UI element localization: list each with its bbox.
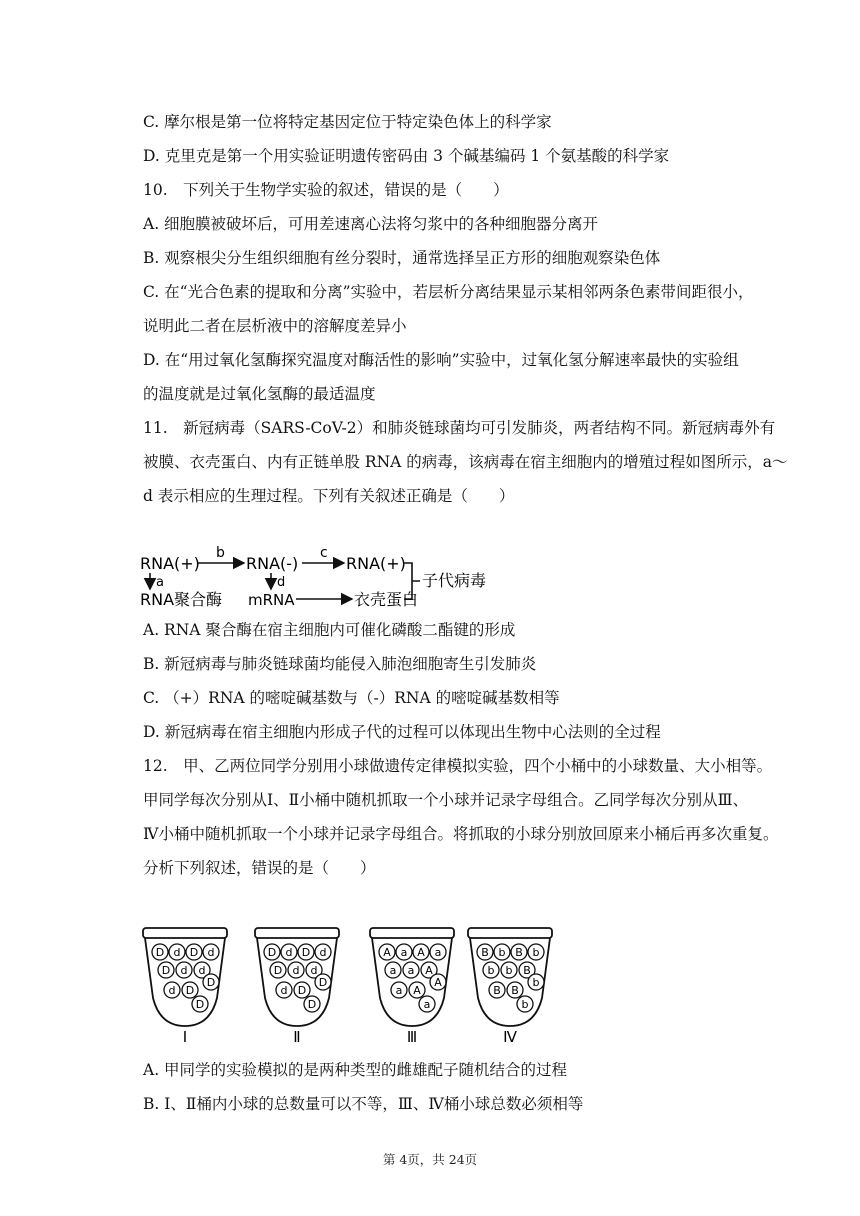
ball-letter: d: [292, 964, 300, 977]
ball-letter: D: [206, 976, 216, 989]
mrna-label: mRNA: [248, 591, 295, 609]
bucket-label: Ⅳ: [503, 1028, 517, 1044]
ball-letter: A: [425, 964, 433, 977]
ball-letter: B: [493, 984, 501, 997]
process-d-label: d: [277, 575, 286, 590]
question-11-stem-3: d 表示相应的生理过程。下列有关叙述正确是（ ）: [143, 487, 515, 505]
ball-letter: d: [198, 964, 206, 977]
ball-letter: a: [407, 964, 415, 977]
bucket-rim: [468, 928, 552, 938]
ball-letter: D: [301, 946, 311, 959]
ball-letter: a: [389, 964, 397, 977]
process-a-label: a: [156, 575, 164, 590]
question-12-stem: 12. 甲、乙两位同学分别用小球做遗传定律模拟实验，四个小桶中的小球数量、大小相等。: [143, 757, 773, 775]
option-c-q11: C. （+）RNA 的嘧啶碱基数与（-）RNA 的嘧啶碱基数相等: [143, 689, 560, 707]
ball-letter: D: [307, 998, 317, 1011]
question-11-stem: 11. 新冠病毒（SARS-CoV-2）和肺炎链球菌均可引发肺炎，两者结构不同。新冠病毒外有: [143, 419, 776, 437]
bucket-rim: [143, 928, 227, 938]
ball-letter: d: [280, 984, 288, 997]
rna-plus2-label: RNA(+): [346, 554, 406, 573]
bucket-label: Ⅲ: [406, 1028, 418, 1044]
option-d-q11: D. 新冠病毒在宿主细胞内形成子代的过程可以体现出生物中心法则的全过程: [143, 723, 661, 741]
ball-letter: B: [523, 964, 531, 977]
ball-letter: b: [532, 946, 540, 959]
ball-letter: b: [532, 976, 540, 989]
virus-replication-diagram: [140, 543, 490, 611]
option-b-q12: B. Ⅰ、Ⅱ桶内小球的总数量可以不等，Ⅲ、Ⅳ桶小球总数必须相等: [143, 1095, 584, 1113]
ball-letter: D: [195, 998, 205, 1011]
rna-minus-label: RNA(-): [246, 554, 299, 573]
ball-letter: D: [185, 984, 195, 997]
ball-letter: D: [273, 964, 283, 977]
option-c-q10: C. 在“光合色素的提取和分离”实验中，若层析分离结果显示某相邻两条色素带间距很小，: [143, 283, 754, 301]
ball-letter: A: [383, 946, 391, 959]
option-d-q10: D. 在“用过氧化氢酶探究温度对酶活性的影响”实验中，过氧化氢分解速率最快的实验组: [143, 351, 739, 369]
ball-letter: b: [498, 946, 506, 959]
ball-letter: b: [487, 964, 495, 977]
option-c-q9: C. 摩尔根是第一位将特定基因定位于特定染色体上的科学家: [143, 113, 552, 131]
bucket-rim: [370, 928, 454, 938]
ball-letter: D: [161, 964, 171, 977]
option-a-q11: A. RNA 聚合酶在宿主细胞内可催化磷酸二酯键的形成: [143, 621, 516, 639]
ball-letter: a: [423, 998, 431, 1011]
bucket-rim: [255, 928, 339, 938]
option-a-q10: A. 细胞膜被破坏后，可用差速离心法将匀浆中的各种细胞器分离开: [143, 215, 599, 233]
ball-letter: d: [168, 984, 176, 997]
process-c-label: c: [320, 545, 328, 561]
option-b-q10: B. 观察根尖分生组织细胞有丝分裂时，通常选择呈正方形的细胞观察染色体: [143, 249, 661, 267]
bucket-4: [468, 928, 552, 1044]
question-12-stem-4: 分析下列叙述，错误的是（ ）: [143, 859, 376, 877]
ball-letter: A: [413, 984, 421, 997]
ball-letter: a: [400, 946, 408, 959]
ball-letter: d: [285, 946, 293, 959]
rna-plus-label: RNA(+): [140, 554, 200, 573]
ball-letter: b: [505, 964, 513, 977]
ball-letter: B: [481, 946, 489, 959]
process-b-label: b: [216, 545, 225, 561]
ball-letter: B: [515, 946, 523, 959]
ball-letter: D: [189, 946, 199, 959]
ball-letter: d: [180, 964, 188, 977]
question-10-stem: 10. 下列关于生物学实验的叙述，错误的是（ ）: [143, 181, 509, 199]
question-12-stem-3: Ⅳ小桶中随机抓取一个小球并记录字母组合。将抓取的小球分别放回原来小桶后再多次重复。: [143, 825, 779, 843]
buckets-figure: [140, 920, 570, 1044]
option-d-q10-cont: 的温度就是过氧化氢酶的最适温度: [143, 385, 376, 403]
bucket-label: Ⅱ: [293, 1028, 301, 1044]
option-c-q10-cont: 说明此二者在层析液中的溶解度差异小: [143, 317, 407, 335]
ball-letter: A: [417, 946, 425, 959]
question-11-stem-2: 被膜、衣壳蛋白、内有正链单股 RNA 的病毒，该病毒在宿主细胞内的增殖过程如图所示，a～: [143, 453, 788, 471]
bucket-label: Ⅰ: [182, 1028, 188, 1044]
progeny-virus-label: 子代病毒: [422, 571, 487, 590]
bucket-2: [255, 928, 339, 1044]
option-a-q12: A. 甲同学的实验模拟的是两种类型的雌雄配子随机结合的过程: [143, 1061, 568, 1079]
ball-letter: A: [434, 976, 442, 989]
bucket-3: [370, 928, 454, 1044]
ball-letter: d: [207, 946, 215, 959]
ball-letter: D: [297, 984, 307, 997]
option-d-q9: D. 克里克是第一个用实验证明遗传密码由 3 个碱基编码 1 个氨基酸的科学家: [143, 147, 670, 165]
bucket-1: [143, 928, 227, 1044]
capsid-protein-label: 衣壳蛋白: [354, 590, 419, 609]
ball-letter: D: [155, 946, 165, 959]
ball-letter: d: [173, 946, 181, 959]
ball-letter: B: [511, 984, 519, 997]
question-12-stem-2: 甲同学每次分别从Ⅰ、Ⅱ小桶中随机抓取一个小球并记录字母组合。乙同学每次分别从Ⅲ、: [143, 791, 749, 809]
option-b-q11: B. 新冠病毒与肺炎链球菌均能侵入肺泡细胞寄生引发肺炎: [143, 655, 537, 673]
ball-letter: D: [267, 946, 277, 959]
ball-letter: b: [521, 998, 529, 1011]
rna-polymerase-label: RNA聚合酶: [140, 590, 223, 609]
ball-letter: a: [395, 984, 403, 997]
page-footer: 第 4页，共 24页: [382, 1152, 478, 1167]
ball-letter: a: [434, 946, 442, 959]
ball-letter: d: [319, 946, 327, 959]
ball-letter: d: [310, 964, 318, 977]
ball-letter: D: [318, 976, 328, 989]
